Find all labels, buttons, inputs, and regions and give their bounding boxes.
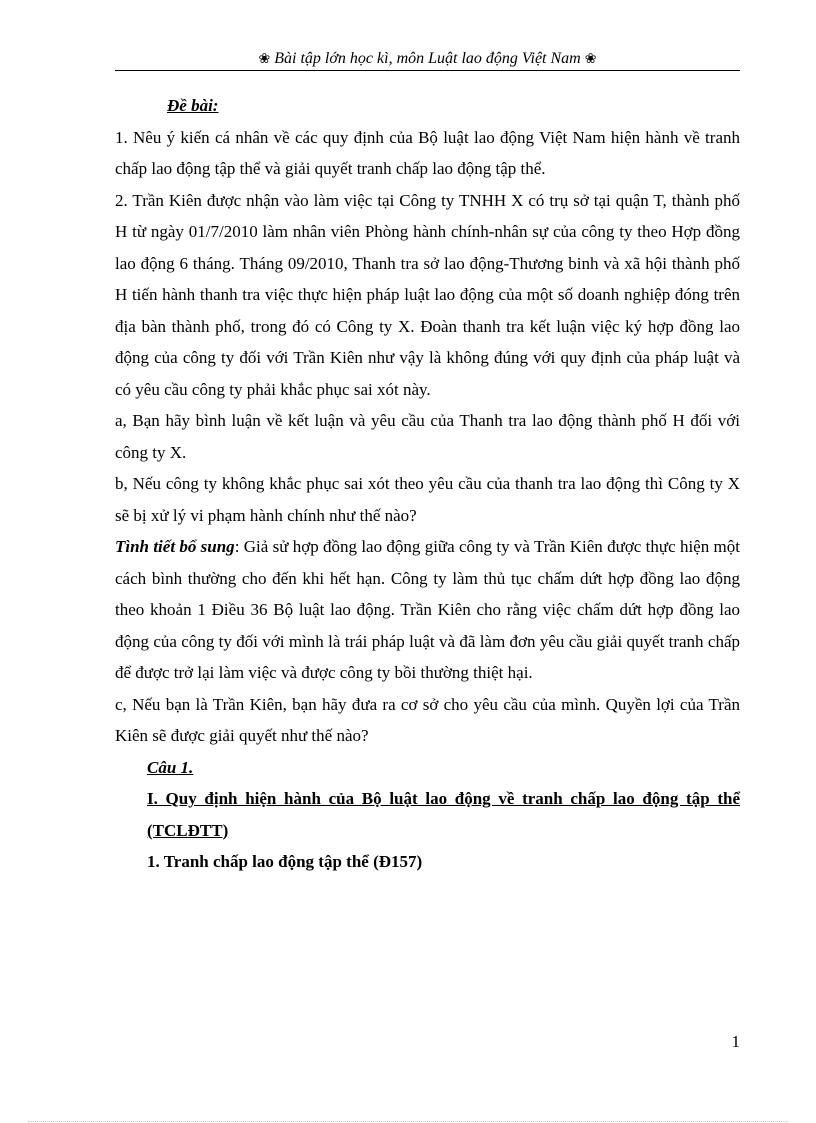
flower-ornament-icon: ❀: [258, 52, 271, 67]
heading-de-bai: Đề bài:: [167, 96, 219, 115]
document-body: [115, 90, 740, 878]
flower-ornament-icon: ❀: [584, 52, 597, 67]
supplement-label: Tình tiết bổ sung: [115, 537, 235, 556]
paragraph-supplement: [115, 531, 740, 689]
paragraph-question-b: b, Nếu công ty không khắc phục sai xót theo yêu cầu của thanh tra lao động thì Công ty X sẽ bị xử lý vi phạm hành chính như thế nào?: [115, 474, 740, 525]
paragraph-question-c: c, Nếu bạn là Trần Kiên, bạn hãy đưa ra cơ sở cho yêu cầu của mình. Quyền lợi của Trần Kiên sẽ được giải quyết như thế nào?: [115, 694, 740, 745]
heading-cau-1: Câu 1.: [147, 757, 194, 777]
page-header: [115, 48, 740, 71]
paragraph-question-1: 1. Nêu ý kiến cá nhân về các quy định của Bộ luật lao động Việt Nam hiện hành về tranh chấp lao động tập thể và giải quyết tranh chấp lao động tập thể.: [115, 127, 740, 178]
page-bottom-divider: [28, 1121, 788, 1122]
subsection-heading-1: 1. Tranh chấp lao động tập thể (Đ157): [147, 852, 423, 871]
header-title: Bài tập lớn học kì, môn Luật lao động Việt Nam: [274, 50, 581, 67]
page-number: 1: [731, 1032, 740, 1051]
paragraph-question-a: a, Bạn hãy bình luận về kết luận và yêu cầu của Thanh tra lao động thành phố H đối với công ty X.: [115, 411, 740, 462]
supplement-text: : Giả sử hợp đồng lao động giữa công ty và Trần Kiên được thực hiện một cách bình thường cho đến khi hết hạn. Công ty làm thủ tục chấm dứt hợp đồng lao động theo khoản 1 Điều 36 Bộ luật lao động. Trần Kiên cho rằng việc chấm dứt hợp đồng lao động của công ty đối với mình là trái pháp luật và đã làm đơn yêu cầu giải quyết tranh chấp để được trở lại làm việc và được công ty bồi thường thiệt hại.: [115, 537, 740, 682]
paragraph-question-2: 2. Trần Kiên được nhận vào làm việc tại Công ty TNHH X có trụ sở tại quận T, thành phố H từ ngày 01/7/2010 làm nhân viên Phòng hành chính-nhân sự của công ty theo Hợp đồng lao động 6 tháng. Tháng 09/2010, Thanh tra sở lao động-Thương binh và xã hội thành phố H tiến hành thanh tra việc thực hiện pháp luật lao động của một số doanh nghiệp đóng trên địa bàn thành phố, trong đó có Công ty X. Đoàn thanh tra kết luận việc ký hợp đồng lao động của công ty đối với Trần Kiên như vậy là không đúng với quy định của pháp luật và có yêu cầu công ty phải khắc phục sai xót này.: [115, 190, 740, 399]
section-heading-I: I. Quy định hiện hành của Bộ luật lao động về tranh chấp lao động tập thể (TCLĐTT): [147, 789, 740, 840]
